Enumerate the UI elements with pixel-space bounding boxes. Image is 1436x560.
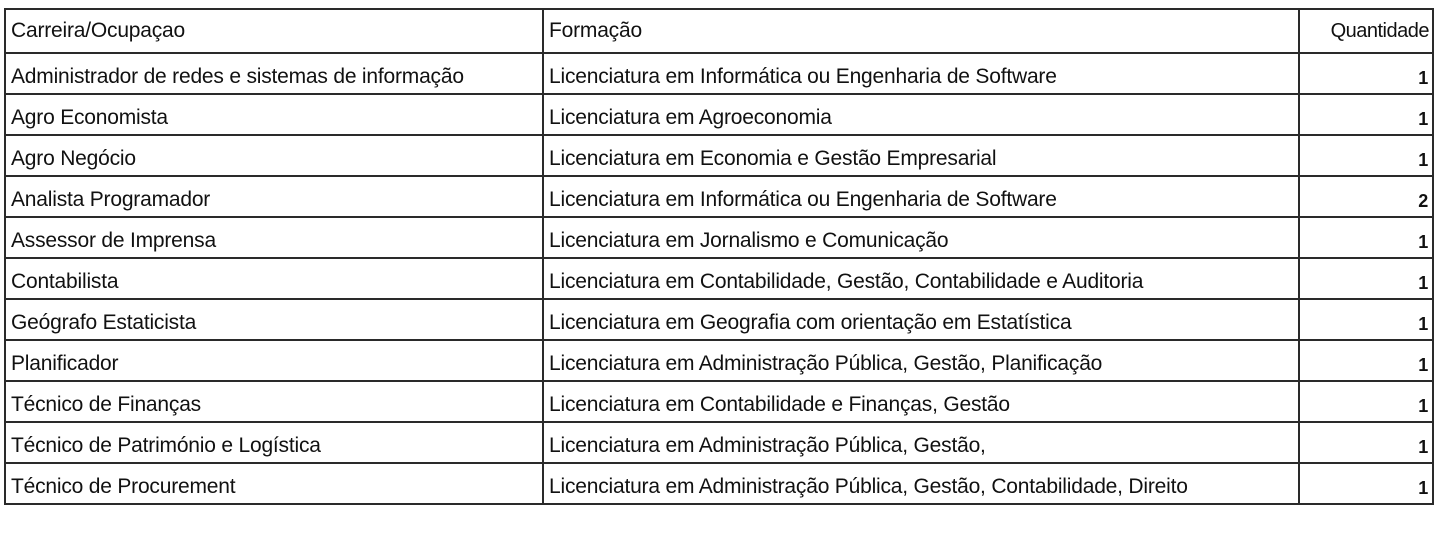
header-quantity: Quantidade xyxy=(1299,9,1433,53)
cell-quantity: 1 xyxy=(1299,463,1433,504)
cell-training: Licenciatura em Economia e Gestão Empresarial xyxy=(543,135,1299,176)
cell-quantity: 2 xyxy=(1299,176,1433,217)
cell-career: Planificador xyxy=(5,340,543,381)
table-row xyxy=(5,176,1433,217)
cell-career: Agro Economista xyxy=(5,94,543,135)
table-row xyxy=(5,94,1433,135)
cell-quantity: 1 xyxy=(1299,381,1433,422)
cell-training: Licenciatura em Informática ou Engenharia de Software xyxy=(543,176,1299,217)
header-training: Formação xyxy=(543,9,1299,53)
vacancies-table xyxy=(4,8,1434,505)
cell-quantity: 1 xyxy=(1299,422,1433,463)
table-header-row xyxy=(5,9,1433,53)
cell-career: Agro Negócio xyxy=(5,135,543,176)
cell-career: Geógrafo Estaticista xyxy=(5,299,543,340)
cell-training: Licenciatura em Contabilidade e Finanças, Gestão xyxy=(543,381,1299,422)
table-row xyxy=(5,299,1433,340)
cell-training: Licenciatura em Informática ou Engenharia de Software xyxy=(543,53,1299,94)
cell-quantity: 1 xyxy=(1299,299,1433,340)
table-row xyxy=(5,217,1433,258)
vacancies-table-container xyxy=(4,8,1432,555)
table-row xyxy=(5,381,1433,422)
cell-training: Licenciatura em Administração Pública, Gestão, xyxy=(543,422,1299,463)
table-row xyxy=(5,422,1433,463)
table-row xyxy=(5,340,1433,381)
cell-training: Licenciatura em Jornalismo e Comunicação xyxy=(543,217,1299,258)
header-career: Carreira/Ocupaçao xyxy=(5,9,543,53)
cell-training: Licenciatura em Administração Pública, Gestão, Planificação xyxy=(543,340,1299,381)
table-row xyxy=(5,53,1433,94)
cell-training: Licenciatura em Agroeconomia xyxy=(543,94,1299,135)
cell-career: Analista Programador xyxy=(5,176,543,217)
cell-quantity: 1 xyxy=(1299,53,1433,94)
cell-career: Técnico de Património e Logística xyxy=(5,422,543,463)
table-row xyxy=(5,135,1433,176)
table-row xyxy=(5,258,1433,299)
cell-quantity: 1 xyxy=(1299,135,1433,176)
cell-training: Licenciatura em Contabilidade, Gestão, Contabilidade e Auditoria xyxy=(543,258,1299,299)
cell-career: Técnico de Finanças xyxy=(5,381,543,422)
cell-training: Licenciatura em Administração Pública, Gestão, Contabilidade, Direito xyxy=(543,463,1299,504)
cell-career: Contabilista xyxy=(5,258,543,299)
cell-career: Assessor de Imprensa xyxy=(5,217,543,258)
cell-career: Administrador de redes e sistemas de informação xyxy=(5,53,543,94)
cell-quantity: 1 xyxy=(1299,217,1433,258)
table-row xyxy=(5,463,1433,504)
cell-career: Técnico de Procurement xyxy=(5,463,543,504)
cell-quantity: 1 xyxy=(1299,340,1433,381)
cell-quantity: 1 xyxy=(1299,258,1433,299)
cell-quantity: 1 xyxy=(1299,94,1433,135)
cell-training: Licenciatura em Geografia com orientação em Estatística xyxy=(543,299,1299,340)
